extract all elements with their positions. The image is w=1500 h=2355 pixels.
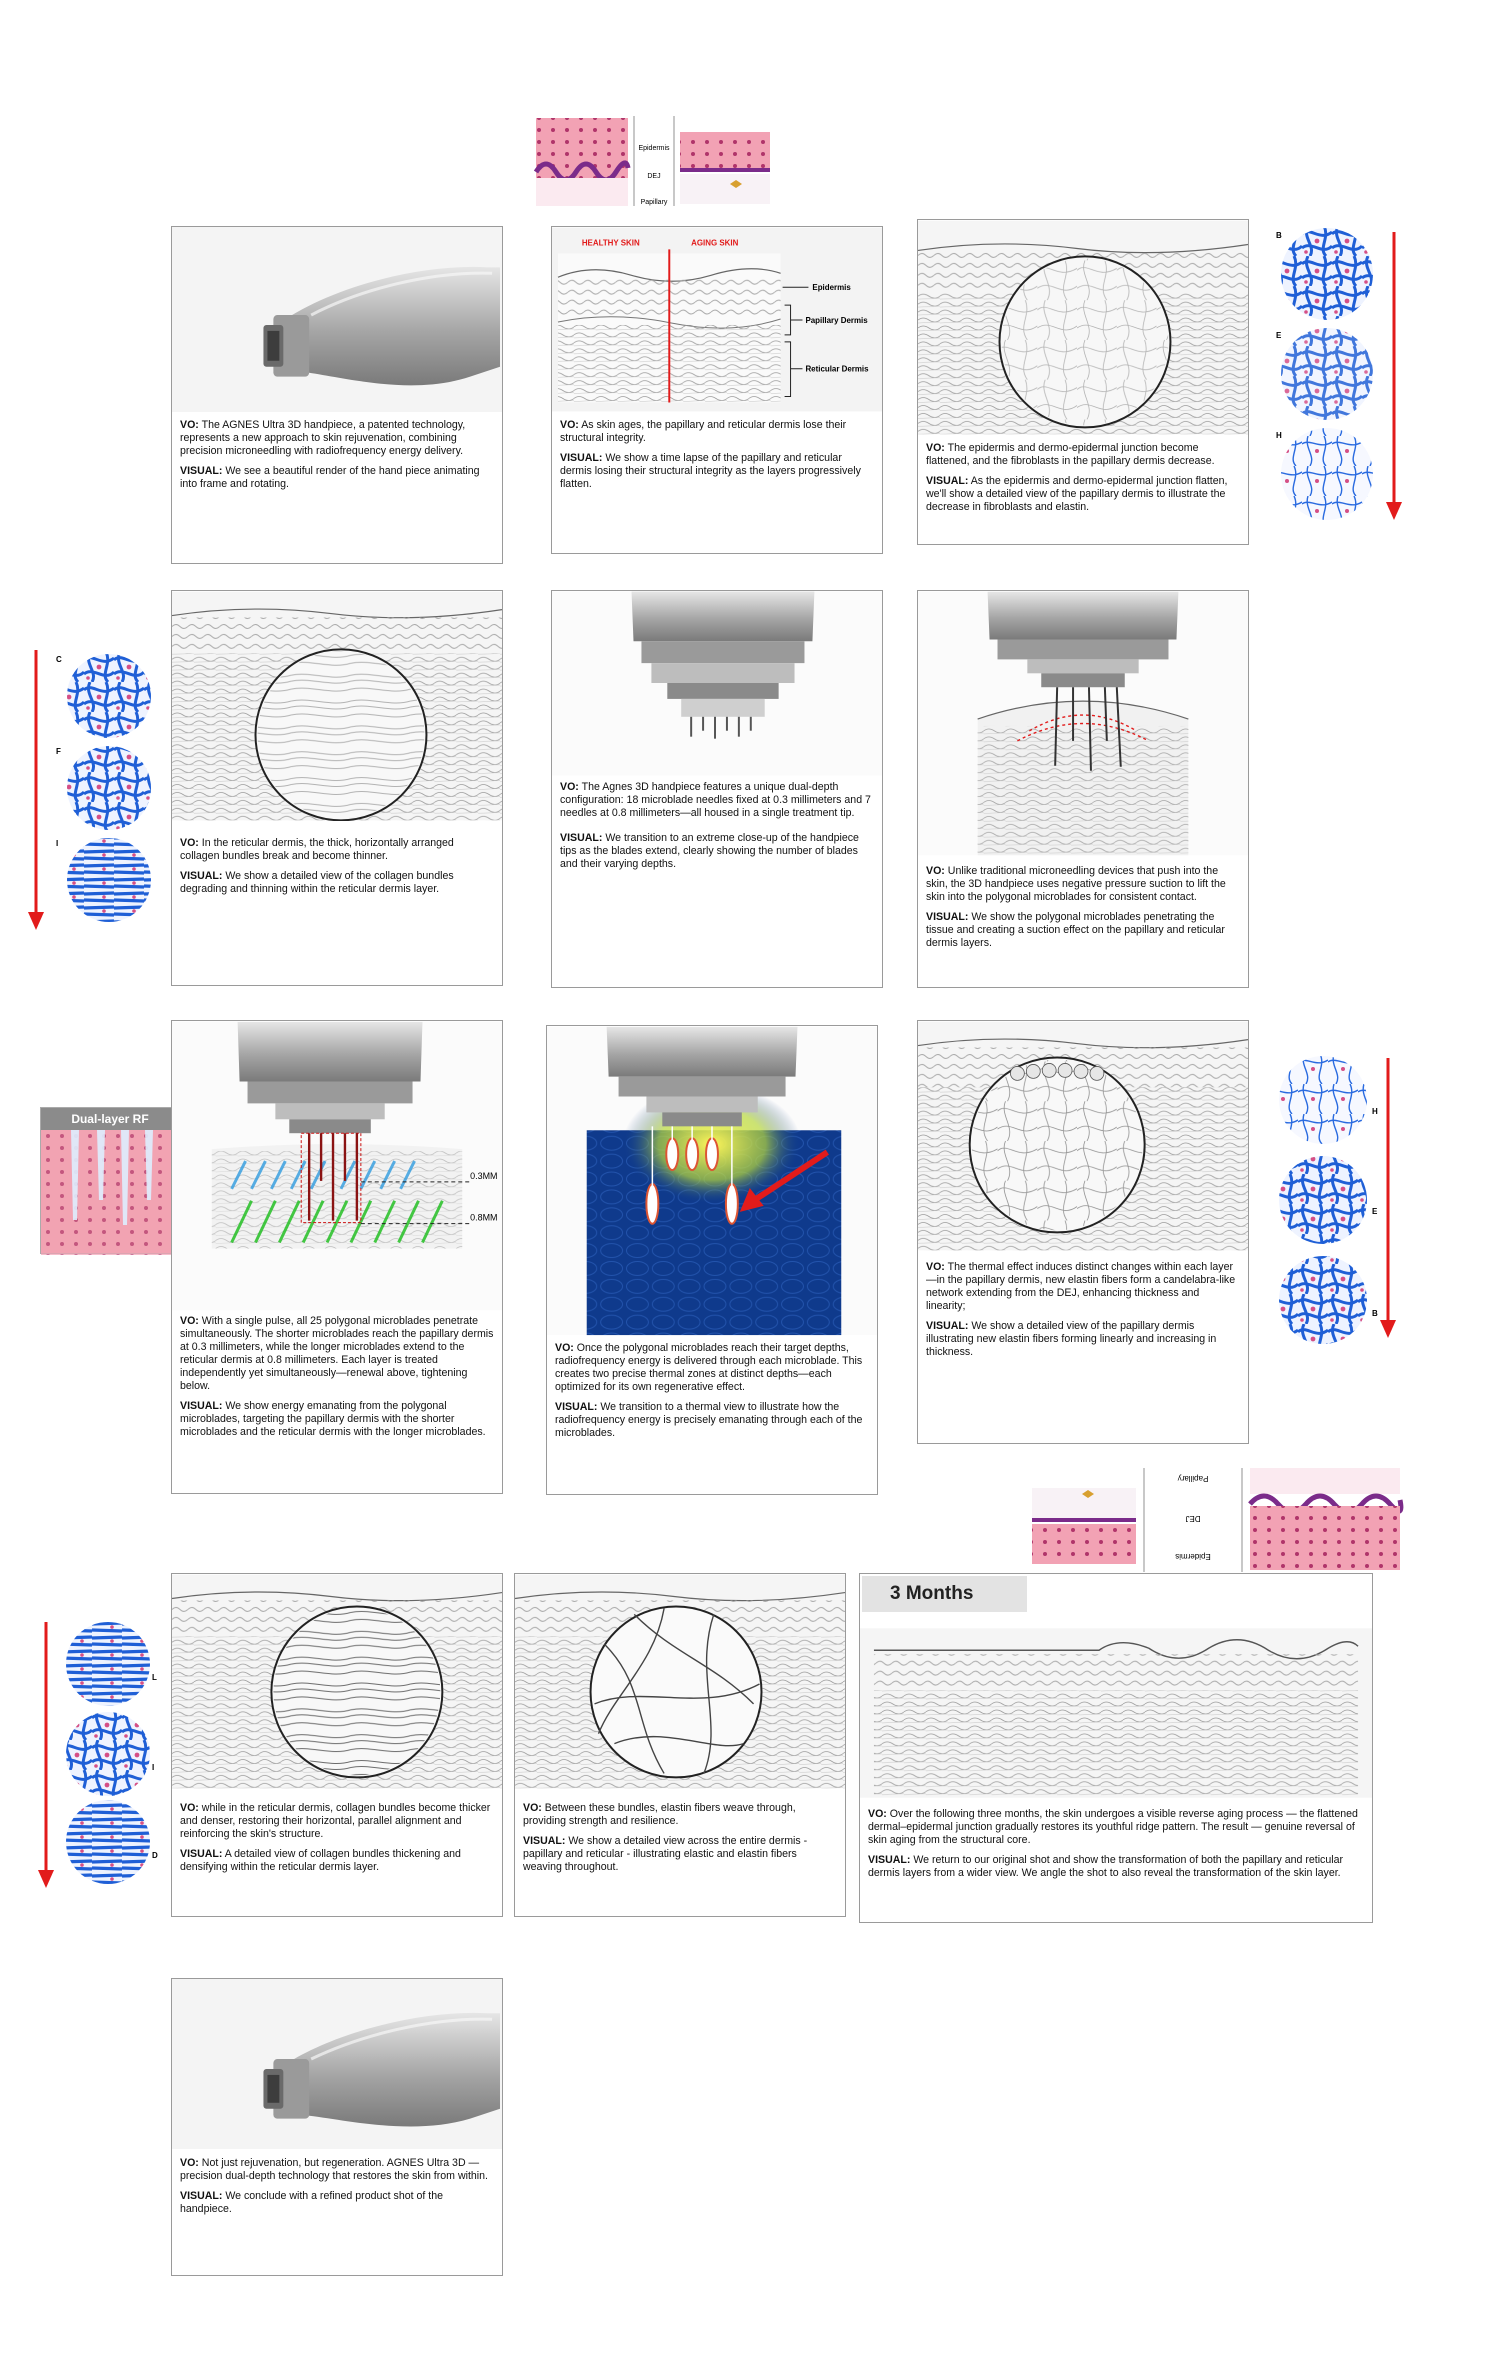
- label-papillary-dermis: Papillary Dermis: [805, 315, 868, 325]
- panel-5-visual: We transition to an extreme close-up of the handpiece tips as the blades extend, clearly showing the number of blades and their varying depths.: [560, 832, 859, 870]
- side-fiber-circles-a: [1272, 226, 1392, 526]
- vo-label: VO:: [555, 1342, 574, 1354]
- side-a-letter-1: B: [1276, 231, 1282, 240]
- panel-9-vo: The thermal effect induces distinct changes within each layer—in the papillary dermis, new elastin fibers form a candelabra-like network extending from the DEJ, enhancing thickness and linearity;: [926, 1261, 1236, 1312]
- elastin-detail-view: [918, 1021, 1248, 1251]
- panel-8-vo: Once the polygonal microblades reach their target depths, radiofrequency energy is delivered through each microblade. This creates two precise thermal zones at distinct depths—each optimized for its own regenerative effect.: [555, 1342, 863, 1393]
- visual-label: VISUAL:: [180, 1400, 223, 1412]
- depth-label-0-3mm: 0.3MM: [470, 1170, 498, 1181]
- panel-handpiece-intro: [171, 226, 503, 564]
- side-a-letter-2: E: [1276, 331, 1282, 340]
- panel-2-vo: As skin ages, the papillary and reticular dermis lose their structural integrity.: [560, 419, 847, 444]
- handpiece-render: [172, 227, 502, 412]
- label-aging-skin: AGING SKIN: [691, 238, 739, 248]
- visual-label: VISUAL:: [555, 1401, 598, 1413]
- depth-label-0-8mm: 0.8MM: [470, 1212, 498, 1223]
- vo-label: VO:: [868, 1808, 887, 1820]
- panel-6-vo: Unlike traditional microneedling devices that push into the skin, the 3D handpiece uses negative pressure suction to lift the skin into the polygonal microblades for consistent contact.: [926, 865, 1226, 903]
- panel-3-visual: As the epidermis and dermo-epidermal junction flatten, we'll show a detailed view of the papillary dermis to illustrate the decrease in fibroblasts and elastin.: [926, 475, 1228, 513]
- bottom-skin-comparison-diagram: [1024, 1464, 1410, 1574]
- vo-label: VO:: [926, 865, 945, 877]
- side-b-letter-2: F: [56, 747, 61, 756]
- panel-suction: [917, 590, 1249, 988]
- three-months-transformation: [860, 1628, 1372, 1798]
- papillary-detail-view: [918, 220, 1248, 435]
- healthy-aging-skin-diagram: [552, 227, 882, 412]
- panel-collagen-thickening: [171, 1573, 503, 1917]
- vo-label: VO:: [180, 1802, 199, 1814]
- panel-5-vo: The Agnes 3D handpiece features a unique dual-depth configuration: 18 microblade needles fixed at 0.3 millimeters and 7 needles at 0.8 millimeters—all housed in a single treatment tip.: [560, 781, 871, 819]
- panel-collagen-breaking: [171, 590, 503, 986]
- red-down-arrow-c: [1378, 1058, 1398, 1338]
- panel-healthy-vs-aging: [551, 226, 883, 554]
- panel-9-visual: We show a detailed view of the papillary dermis illustrating new elastin fibers forming linearly and increasing in thickness.: [926, 1320, 1217, 1358]
- bottom-label-papillary: Papillary: [1177, 1474, 1209, 1483]
- visual-label: VISUAL:: [926, 475, 969, 487]
- visual-label: VISUAL:: [926, 1320, 969, 1332]
- panel-1-vo: The AGNES Ultra 3D handpiece, a patented technology, represents a new approach to skin rejuvenation, combining precision microneedling with radiofrequency energy delivery.: [180, 419, 466, 457]
- side-c-letter-1: H: [1372, 1107, 1378, 1116]
- label-healthy-skin: HEALTHY SKIN: [581, 238, 640, 248]
- vo-label: VO:: [926, 442, 945, 454]
- visual-label: VISUAL:: [523, 1835, 566, 1847]
- side-c-letter-2: E: [1372, 1207, 1378, 1216]
- side-fiber-circles-d: [62, 1620, 162, 1886]
- handpiece-final-render: [172, 1979, 502, 2149]
- three-months-tag: 3 Months: [862, 1576, 1027, 1612]
- label-reticular-dermis: Reticular Dermis: [805, 364, 869, 374]
- visual-label: VISUAL:: [868, 1854, 911, 1866]
- dual-layer-rf-label: Dual-layer RF: [41, 1108, 179, 1130]
- side-fiber-circles-c: [1268, 1054, 1388, 1344]
- panel-11-vo: Between these bundles, elastin fibers weave through, providing strength and resilience.: [523, 1802, 796, 1827]
- panel-7-vo: With a single pulse, all 25 polygonal microblades penetrate simultaneously. The shorter microblades reach the papillary dermis at 0.3 millimeters, while the longer microblades extend to the reticular dermis at 0.8 millimeters. Each layer is treated independently yet simultaneously—renewal above, tightening below.: [180, 1315, 494, 1392]
- panel-12-vo: Over the following three months, the skin undergoes a visible reverse aging process — the flattened dermal–epidermal junction gradually restores its youthful ridge pattern. The result — genuine reversal of skin aging from the structural core.: [868, 1808, 1358, 1846]
- panel-4-visual: We show a detailed view of the collagen bundles degrading and thinning within the reticular dermis layer.: [180, 870, 454, 895]
- visual-label: VISUAL:: [180, 465, 223, 477]
- panel-12-visual: We return to our original shot and show the transformation of both the papillary and reticular dermis layers from a wider view. We angle the shot to also reveal the transformation of the skin layer.: [868, 1854, 1344, 1879]
- panel-6-visual: We show the polygonal microblades penetrating the tissue and creating a suction effect on the papillary and reticular dermis layers.: [926, 911, 1225, 949]
- red-down-arrow-b: [26, 650, 46, 930]
- panel-energy-targeting: [171, 1020, 503, 1494]
- energy-targeting-diagram: [172, 1021, 502, 1311]
- bottom-label-epidermis: Epidermis: [1175, 1552, 1211, 1561]
- label-epidermis: Epidermis: [812, 283, 851, 293]
- visual-label: VISUAL:: [180, 2190, 223, 2202]
- elastin-weaving-view: [515, 1574, 845, 1789]
- side-d-letter-3: D: [152, 1851, 158, 1860]
- side-d-letter-2: I: [152, 1763, 155, 1772]
- top-label-epidermis: Epidermis: [638, 145, 670, 152]
- visual-label: VISUAL:: [926, 911, 969, 923]
- vo-label: VO:: [523, 1802, 542, 1814]
- thermal-view-diagram: [547, 1026, 877, 1336]
- dual-layer-rf-inset: [40, 1107, 180, 1254]
- vo-label: VO:: [560, 781, 579, 793]
- side-d-letter-1: L: [152, 1673, 157, 1682]
- panel-10-visual: A detailed view of collagen bundles thickening and densifying within the reticular dermis layer.: [180, 1848, 461, 1873]
- collagen-detail-view: [172, 591, 502, 821]
- panel-three-months: [859, 1573, 1373, 1923]
- vo-label: VO:: [180, 419, 199, 431]
- panel-conclusion: [171, 1978, 503, 2276]
- top-label-dej: DEJ: [647, 173, 661, 180]
- panel-8-visual: We transition to a thermal view to illustrate how the radiofrequency energy is precisely emanating through each of the microblades.: [555, 1401, 863, 1439]
- visual-label: VISUAL:: [180, 870, 223, 882]
- visual-label: VISUAL:: [560, 832, 603, 844]
- top-skin-comparison-diagram: [532, 112, 814, 210]
- vo-label: VO:: [926, 1261, 945, 1273]
- panel-4-vo: In the reticular dermis, the thick, horizontally arranged collagen bundles break and become thinner.: [180, 837, 454, 862]
- panel-13-visual: We conclude with a refined product shot of the handpiece.: [180, 2190, 444, 2215]
- panel-elastin-network: [917, 1020, 1249, 1444]
- side-a-letter-3: H: [1276, 431, 1282, 440]
- side-c-letter-3: B: [1372, 1309, 1378, 1318]
- collagen-thickening-view: [172, 1574, 502, 1789]
- panel-handpiece-tips: [551, 590, 883, 988]
- visual-label: VISUAL:: [180, 1848, 223, 1860]
- panel-13-vo: Not just rejuvenation, but regeneration. AGNES Ultra 3D — precision dual-depth technology that restores the skin from within.: [180, 2157, 488, 2182]
- red-down-arrow-a: [1384, 232, 1404, 522]
- suction-penetration-view: [918, 591, 1248, 856]
- panel-thermal-view: [546, 1025, 878, 1495]
- bottom-label-dej: DEJ: [1185, 1514, 1201, 1523]
- panel-3-vo: The epidermis and dermo-epidermal junction become flattened, and the fibroblasts in the papillary dermis decrease.: [926, 442, 1215, 467]
- vo-label: VO:: [560, 419, 579, 431]
- vo-label: VO:: [180, 1315, 199, 1327]
- vo-label: VO:: [180, 837, 199, 849]
- handpiece-tip-closeup: [552, 591, 882, 776]
- panel-elastin-weaving: [514, 1573, 846, 1917]
- side-fiber-circles-b: [54, 652, 164, 924]
- vo-label: VO:: [180, 2157, 199, 2169]
- panel-2-visual: We show a time lapse of the papillary and reticular dermis losing their structural integrity as the layers progressively flatten.: [560, 452, 861, 490]
- side-b-letter-3: I: [56, 839, 59, 848]
- red-down-arrow-d: [36, 1622, 56, 1888]
- panel-papillary-flatten: [917, 219, 1249, 545]
- panel-11-visual: We show a detailed view across the entire dermis - papillary and reticular - illustrating elastic and elastin fibers weaving throughout.: [523, 1835, 808, 1873]
- panel-10-vo: while in the reticular dermis, collagen bundles become thicker and denser, restoring their horizontal, parallel alignment and reinforcing the skin's structure.: [180, 1802, 491, 1840]
- panel-7-visual: We show energy emanating from the polygonal microblades, targeting the papillary dermis with the shorter microblades and the reticular dermis with the longer microblades.: [180, 1400, 486, 1438]
- panel-1-visual: We see a beautiful render of the hand piece animating into frame and rotating.: [180, 465, 480, 490]
- visual-label: VISUAL:: [560, 452, 603, 464]
- side-b-letter-1: C: [56, 655, 62, 664]
- top-label-papillary: Papillary: [640, 199, 668, 206]
